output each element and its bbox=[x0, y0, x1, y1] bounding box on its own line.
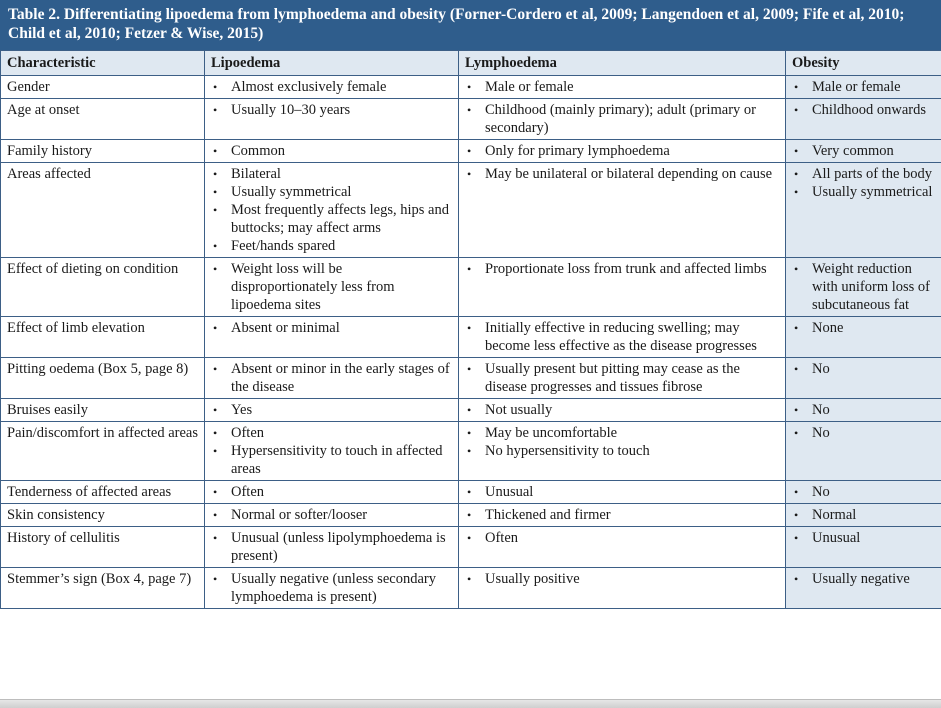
header-characteristic: Characteristic bbox=[1, 51, 205, 76]
table-row bbox=[1, 140, 941, 163]
bullet-item: • Childhood onwards bbox=[792, 101, 935, 119]
lymphoedema-bullet-list bbox=[465, 142, 779, 160]
bullet-item: • Yes bbox=[211, 401, 452, 419]
lipoedema-cell bbox=[205, 399, 459, 422]
lipoedema-bullet-list bbox=[211, 570, 452, 606]
obesity-cell bbox=[786, 399, 941, 422]
lymphoedema-bullet-list bbox=[465, 101, 779, 137]
lymphoedema-cell bbox=[459, 258, 786, 317]
bullet-item: • Weight loss will be disproportionately less from lipoedema sites bbox=[211, 260, 452, 314]
obesity-cell bbox=[786, 99, 941, 140]
bullet-item: • No hypersensitivity to touch bbox=[465, 442, 779, 460]
table-body bbox=[1, 76, 941, 609]
lipoedema-bullet-list bbox=[211, 165, 452, 255]
bullet-item: • Usually symmetrical bbox=[792, 183, 935, 201]
lymphoedema-bullet-list bbox=[465, 506, 779, 524]
table-row bbox=[1, 317, 941, 358]
obesity-cell bbox=[786, 140, 941, 163]
obesity-bullet-list bbox=[792, 360, 935, 378]
bullet-item: • Often bbox=[465, 529, 779, 547]
obesity-cell bbox=[786, 76, 941, 99]
bullet-item: • Hypersensitivity to touch in affected areas bbox=[211, 442, 452, 478]
obesity-bullet-list bbox=[792, 78, 935, 96]
table-row bbox=[1, 504, 941, 527]
bullet-item: • Unusual (unless lipolymphoedema is present) bbox=[211, 529, 452, 565]
bullet-item: • Absent or minor in the early stages of the disease bbox=[211, 360, 452, 396]
obesity-cell bbox=[786, 422, 941, 481]
bullet-item: • Very common bbox=[792, 142, 935, 160]
table-row bbox=[1, 399, 941, 422]
table-header-row bbox=[1, 51, 941, 76]
characteristic-cell: Bruises easily bbox=[1, 399, 205, 422]
comparison-table bbox=[0, 50, 941, 609]
characteristic-cell: History of cellulitis bbox=[1, 527, 205, 568]
obesity-bullet-list bbox=[792, 142, 935, 160]
header-obesity: Obesity bbox=[786, 51, 941, 76]
bullet-item: • All parts of the body bbox=[792, 165, 935, 183]
bullet-item: • Unusual bbox=[465, 483, 779, 501]
lipoedema-cell bbox=[205, 140, 459, 163]
bullet-item: • Often bbox=[211, 424, 452, 442]
characteristic-cell: Pitting oedema (Box 5, page 8) bbox=[1, 358, 205, 399]
bullet-item: • Only for primary lymphoedema bbox=[465, 142, 779, 160]
lipoedema-cell bbox=[205, 163, 459, 258]
bullet-item: • Usually negative bbox=[792, 570, 935, 588]
header-lipoedema: Lipoedema bbox=[205, 51, 459, 76]
bullet-item: • Absent or minimal bbox=[211, 319, 452, 337]
lipoedema-cell bbox=[205, 527, 459, 568]
lipoedema-bullet-list bbox=[211, 319, 452, 337]
table-row bbox=[1, 358, 941, 399]
lymphoedema-bullet-list bbox=[465, 78, 779, 96]
lymphoedema-cell bbox=[459, 568, 786, 609]
bullet-item: • Male or female bbox=[792, 78, 935, 96]
obesity-cell bbox=[786, 258, 941, 317]
bullet-item: • Usually present but pitting may cease as the disease progresses and tissues fibrose bbox=[465, 360, 779, 396]
bullet-item: • Normal bbox=[792, 506, 935, 524]
obesity-cell bbox=[786, 163, 941, 258]
characteristic-cell: Age at onset bbox=[1, 99, 205, 140]
obesity-bullet-list bbox=[792, 260, 935, 314]
lymphoedema-bullet-list bbox=[465, 360, 779, 396]
bullet-item: • None bbox=[792, 319, 935, 337]
lymphoedema-cell bbox=[459, 399, 786, 422]
bullet-item: • No bbox=[792, 483, 935, 501]
obesity-cell bbox=[786, 527, 941, 568]
bullet-item: • Often bbox=[211, 483, 452, 501]
bullet-item: • May be unilateral or bilateral depending on cause bbox=[465, 165, 779, 183]
lipoedema-cell bbox=[205, 481, 459, 504]
characteristic-cell: Tenderness of affected areas bbox=[1, 481, 205, 504]
table-row bbox=[1, 163, 941, 258]
characteristic-cell: Effect of dieting on condition bbox=[1, 258, 205, 317]
obesity-cell bbox=[786, 568, 941, 609]
obesity-bullet-list bbox=[792, 401, 935, 419]
bullet-item: • Weight reduction with uniform loss of subcutaneous fat bbox=[792, 260, 935, 314]
lymphoedema-bullet-list bbox=[465, 529, 779, 547]
lipoedema-bullet-list bbox=[211, 401, 452, 419]
lymphoedema-cell bbox=[459, 163, 786, 258]
lymphoedema-bullet-list bbox=[465, 401, 779, 419]
bullet-item: • Feet/hands spared bbox=[211, 237, 452, 255]
lipoedema-cell bbox=[205, 422, 459, 481]
lipoedema-cell bbox=[205, 258, 459, 317]
lymphoedema-bullet-list bbox=[465, 319, 779, 355]
bullet-item: • No bbox=[792, 424, 935, 442]
lipoedema-bullet-list bbox=[211, 142, 452, 160]
bullet-item: • Most frequently affects legs, hips and buttocks; may affect arms bbox=[211, 201, 452, 237]
lymphoedema-bullet-list bbox=[465, 483, 779, 501]
bullet-item: • Usually positive bbox=[465, 570, 779, 588]
characteristic-cell: Pain/discomfort in affected areas bbox=[1, 422, 205, 481]
bullet-item: • Proportionate loss from trunk and affected limbs bbox=[465, 260, 779, 278]
characteristic-cell: Family history bbox=[1, 140, 205, 163]
table-row bbox=[1, 76, 941, 99]
table-row bbox=[1, 481, 941, 504]
lipoedema-cell bbox=[205, 568, 459, 609]
bullet-item: • May be uncomfortable bbox=[465, 424, 779, 442]
lipoedema-cell bbox=[205, 76, 459, 99]
lymphoedema-cell bbox=[459, 422, 786, 481]
bullet-item: • Common bbox=[211, 142, 452, 160]
lymphoedema-cell bbox=[459, 317, 786, 358]
lymphoedema-cell bbox=[459, 99, 786, 140]
bullet-item: • Initially effective in reducing swelling; may become less effective as the disease progresses bbox=[465, 319, 779, 355]
lymphoedema-cell bbox=[459, 504, 786, 527]
lymphoedema-bullet-list bbox=[465, 424, 779, 460]
obesity-cell bbox=[786, 358, 941, 399]
lipoedema-cell bbox=[205, 358, 459, 399]
obesity-cell bbox=[786, 504, 941, 527]
obesity-bullet-list bbox=[792, 529, 935, 547]
lymphoedema-cell bbox=[459, 358, 786, 399]
lipoedema-bullet-list bbox=[211, 78, 452, 96]
obesity-bullet-list bbox=[792, 165, 935, 201]
characteristic-cell: Gender bbox=[1, 76, 205, 99]
lymphoedema-bullet-list bbox=[465, 570, 779, 588]
window-bottom-edge bbox=[0, 699, 941, 708]
bullet-item: • Usually negative (unless secondary lymphoedema is present) bbox=[211, 570, 452, 606]
lipoedema-cell bbox=[205, 99, 459, 140]
bullet-item: • Usually 10–30 years bbox=[211, 101, 452, 119]
bullet-item: • Not usually bbox=[465, 401, 779, 419]
lymphoedema-cell bbox=[459, 76, 786, 99]
obesity-bullet-list bbox=[792, 506, 935, 524]
obesity-cell bbox=[786, 317, 941, 358]
table-caption: Table 2. Differentiating lipoedema from lymphoedema and obesity (Forner-Cordero et al, 2009; Langendoen et al, 2009; Fife et al, 2010; Child et al, 2010; Fetzer & Wise, 2015) bbox=[0, 0, 941, 50]
table-row bbox=[1, 422, 941, 481]
obesity-bullet-list bbox=[792, 570, 935, 588]
lipoedema-bullet-list bbox=[211, 260, 452, 314]
obesity-bullet-list bbox=[792, 424, 935, 442]
lipoedema-bullet-list bbox=[211, 483, 452, 501]
characteristic-cell: Areas affected bbox=[1, 163, 205, 258]
obesity-bullet-list bbox=[792, 101, 935, 119]
bullet-item: • Childhood (mainly primary); adult (primary or secondary) bbox=[465, 101, 779, 137]
lymphoedema-cell bbox=[459, 527, 786, 568]
header-lymphoedema: Lymphoedema bbox=[459, 51, 786, 76]
obesity-cell bbox=[786, 481, 941, 504]
lipoedema-bullet-list bbox=[211, 101, 452, 119]
bullet-item: • Almost exclusively female bbox=[211, 78, 452, 96]
obesity-bullet-list bbox=[792, 319, 935, 337]
bullet-item: • Male or female bbox=[465, 78, 779, 96]
lymphoedema-cell bbox=[459, 481, 786, 504]
lipoedema-cell bbox=[205, 504, 459, 527]
lipoedema-cell bbox=[205, 317, 459, 358]
characteristic-cell: Skin consistency bbox=[1, 504, 205, 527]
lymphoedema-bullet-list bbox=[465, 165, 779, 183]
table-row bbox=[1, 568, 941, 609]
lipoedema-bullet-list bbox=[211, 360, 452, 396]
bullet-item: • Bilateral bbox=[211, 165, 452, 183]
characteristic-cell: Effect of limb elevation bbox=[1, 317, 205, 358]
table-row bbox=[1, 527, 941, 568]
lipoedema-bullet-list bbox=[211, 529, 452, 565]
lymphoedema-cell bbox=[459, 140, 786, 163]
lipoedema-bullet-list bbox=[211, 506, 452, 524]
bullet-item: • Unusual bbox=[792, 529, 935, 547]
table-row bbox=[1, 258, 941, 317]
bullet-item: • Normal or softer/looser bbox=[211, 506, 452, 524]
lymphoedema-bullet-list bbox=[465, 260, 779, 278]
obesity-bullet-list bbox=[792, 483, 935, 501]
bullet-item: • No bbox=[792, 401, 935, 419]
bullet-item: • Usually symmetrical bbox=[211, 183, 452, 201]
bullet-item: • Thickened and firmer bbox=[465, 506, 779, 524]
lipoedema-bullet-list bbox=[211, 424, 452, 478]
characteristic-cell: Stemmer’s sign (Box 4, page 7) bbox=[1, 568, 205, 609]
bullet-item: • No bbox=[792, 360, 935, 378]
table-row bbox=[1, 99, 941, 140]
